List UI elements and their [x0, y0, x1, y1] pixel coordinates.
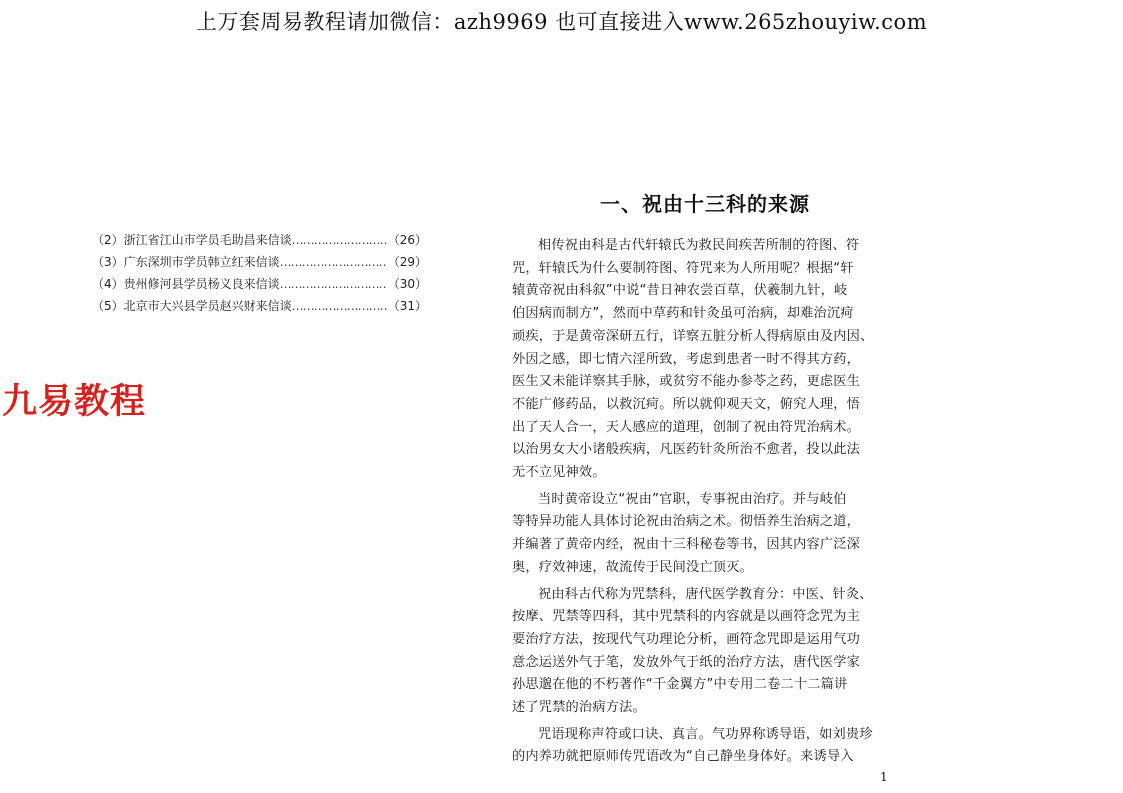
text-line: 意念运送外气于笔，发放外气于纸的治疗方法，唐代医学家 [512, 654, 861, 670]
text-line: 孙思邈在他的不朽著作“千金翼方”中专用二卷二十二篇讲 [512, 677, 848, 693]
watermark-logo: 九易教程 [2, 382, 147, 422]
toc-leader-dots [292, 295, 388, 317]
toc-entry-title: （4）贵州修河县学员杨义良来信谈 [92, 277, 280, 291]
toc-entry-title: （5）北京市大兴县学员赵兴财来信谈 [92, 299, 292, 313]
text-line: 外因之感，即七情六淫所致，考虑到患者一时不得其方药， [512, 351, 861, 367]
text-line: 并编著了黄帝内经，祝由十三科秘卷等书，因其内容广泛深 [512, 537, 861, 553]
toc-entry-page: （29） [387, 255, 427, 269]
text-line: 医生又未能详察其手脉，或贫穷不能办参苓之药，更虑医生 [512, 374, 861, 390]
text-line: 顽疾，于是黄帝深研五行，详察五脏分析人得病原由及内因、 [512, 328, 874, 344]
toc-entry [92, 273, 427, 295]
text-line: 要治疗方法，按现代气功理论分析，画符念咒即是运用气功 [512, 631, 861, 647]
toc-leader-dots [280, 273, 388, 295]
page-number: 1 [880, 770, 888, 784]
table-of-contents [92, 229, 427, 317]
text-line: 等特异功能人具体讨论祝由治病之术。彻悟养生治病之道， [512, 514, 861, 530]
text-line: 以治男女大小诸般疾病，凡医药针灸所治不愈者，投以此法 [512, 442, 861, 458]
text-line: 奥，疗效神速，故流传于民间没亡顶灭。 [512, 559, 753, 575]
text-line: 咒，轩辕氏为什么要制符图、符咒来为人所用呢？根据“轩 [512, 260, 854, 276]
toc-entry [92, 251, 427, 273]
text-line: 当时黄帝设立“祝由”官职，专事祝由治疗。并与岐伯 [538, 491, 847, 507]
toc-leader-dots [292, 229, 388, 251]
text-line: 述了咒禁的治病方法。 [512, 700, 646, 716]
text-line: 辕黄帝祝由科叙”中说“昔日神农尝百草，伏羲制九针，岐 [512, 283, 848, 299]
paragraph [512, 489, 894, 580]
text-line: 的内养功就把原师传咒语改为“自己静坐身体好。来诱导入 [512, 749, 854, 765]
text-line: 出了天人合一，天人感应的道理，创制了祝由符咒治病术。 [512, 419, 861, 435]
text-line: 无不立见神效。 [512, 465, 606, 481]
chapter-title: 一、祝由十三科的来源 [600, 192, 810, 216]
text-line: 相传祝由科是古代轩辕氏为救民间疾苦所制的符图、符 [538, 238, 860, 253]
toc-entry-title: （2）浙江省江山市学员毛助昌来信谈 [92, 233, 292, 247]
toc-entry-page: （30） [387, 277, 427, 291]
text-line: 咒语现称声符或口诀、真言。气功界称诱导语，如刘贵珍 [538, 726, 873, 742]
text-line: 祝由科古代称为咒禁科，唐代医学教育分：中医、针灸、 [538, 586, 873, 602]
toc-entry [92, 295, 427, 317]
toc-entry-page: （31） [387, 299, 427, 313]
chapter-body [512, 235, 894, 769]
toc-entry-page: （26） [387, 233, 427, 247]
toc-leader-dots [280, 251, 388, 273]
toc-entry [92, 229, 427, 251]
text-line: 按摩、咒禁等四科，其中咒禁科的内容就是以画符念咒为主 [512, 609, 861, 625]
paragraph [512, 235, 894, 485]
text-line: 伯因病而制方”，然而中草药和针灸虽可治病，却难治沉疴 [512, 306, 854, 322]
paragraph [512, 724, 894, 769]
paragraph [512, 584, 894, 720]
top-banner: 上万套周易教程请加微信：azh9969 也可直接进入www.265zhouyiw.com [195, 10, 928, 34]
toc-entry-title: （3）广东深圳市学员韩立红来信谈 [92, 255, 280, 269]
text-line: 不能广修药品，以救沉疴。所以就仰观天文，俯究人理，悟 [512, 396, 861, 412]
